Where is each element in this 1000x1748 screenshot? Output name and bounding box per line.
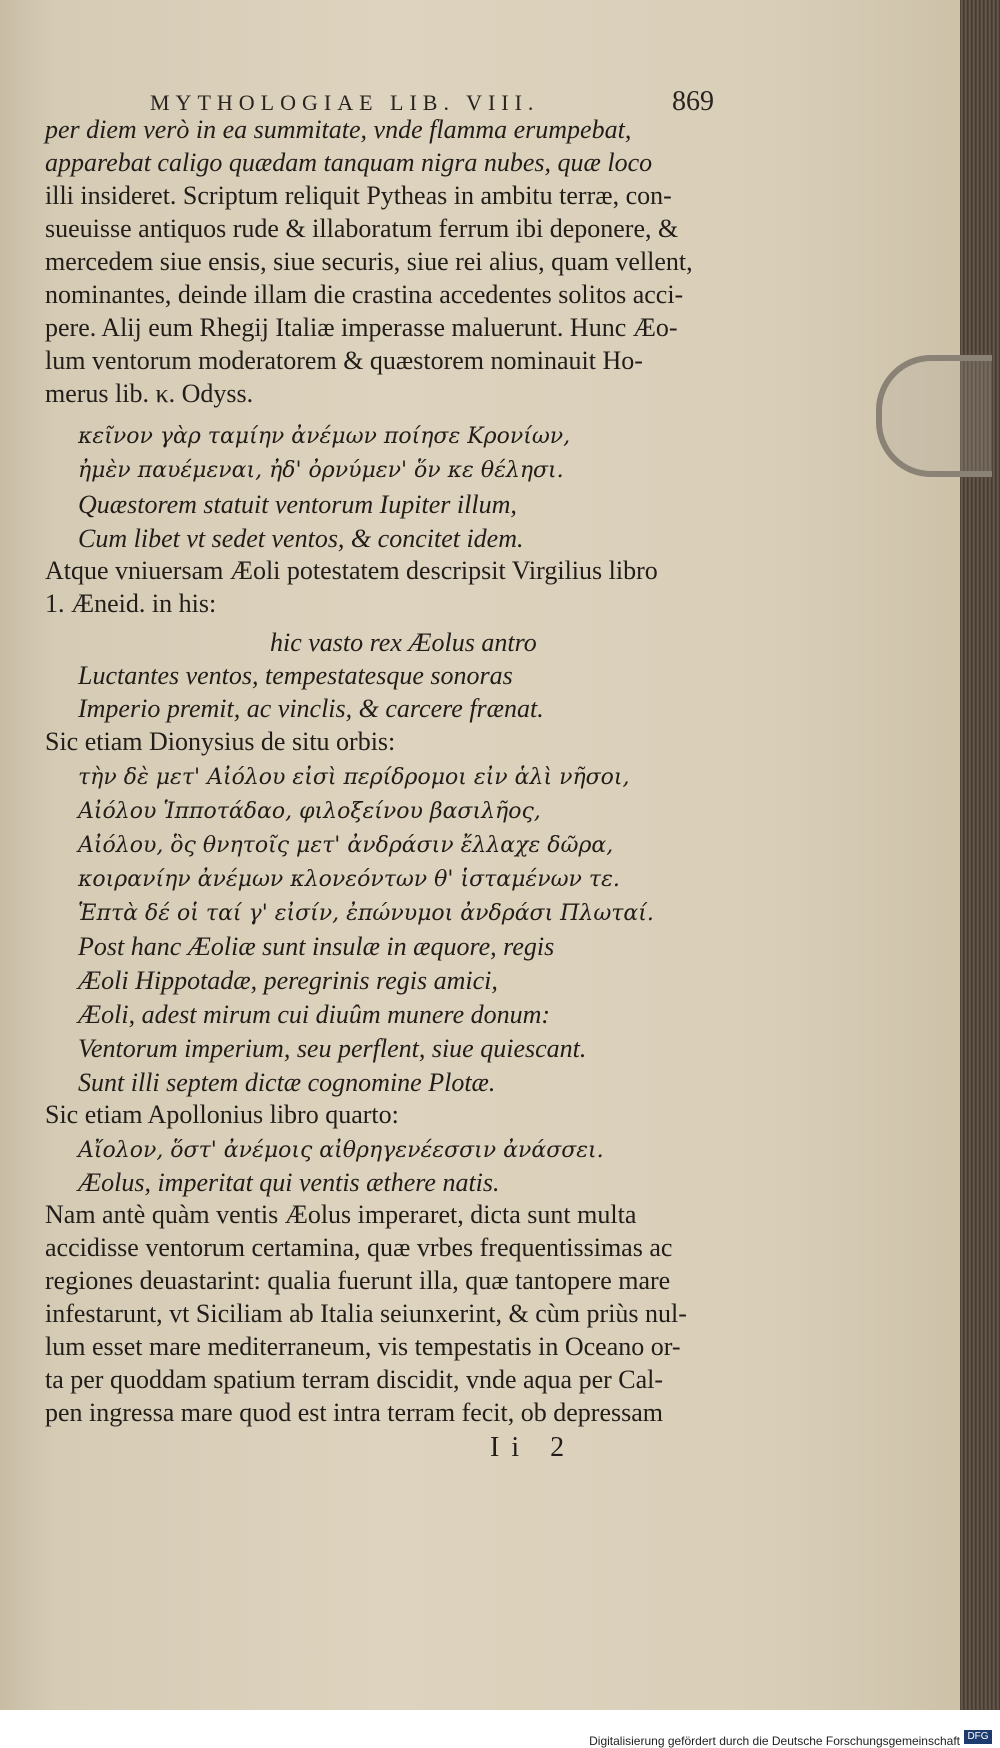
text-line: Æolus, imperitat qui ventis æthere natis. — [78, 1168, 500, 1197]
text-line: κεῖνον γὰρ ταμίην ἀνέμων ποίησε Κρονίων, — [78, 424, 571, 449]
text-line: mercedem siue ensis, siue securis, siue rei alius, quam vellent, — [45, 247, 693, 276]
text-line: Æoli, adest mirum cui diuûm munere donum: — [78, 1000, 551, 1029]
text-line: per diem verò in ea summitate, vnde flamma erumpebat, — [45, 115, 632, 144]
running-head: MYTHOLOGIAE LIB. VIII. — [150, 90, 540, 115]
text-line: apparebat caligo quædam tanquam nigra nubes, quæ loco — [45, 148, 653, 177]
text-line: Αἰόλου, ὃς θνητοῖς μετ' ἀνδράσιν ἔλλαχε δῶρα, — [78, 833, 614, 858]
text-line: sueuisse antiquos rude & illaboratum ferrum ibi deponere, & — [45, 214, 679, 243]
digitization-credit: Digitalisierung gefördert durch die Deutsche Forschungsgemeinschaft — [589, 1734, 960, 1748]
text-line: ta per quoddam spatium terram discidit, vnde aqua per Cal- — [45, 1365, 664, 1394]
text-line: Atque vniuersam Æoli potestatem descripsit Virgilius libro — [45, 556, 658, 585]
text-line: Cum libet vt sedet ventos, & concitet idem. — [78, 524, 524, 553]
text-line: pere. Alij eum Rhegij Italiæ imperasse maluerunt. Hunc Æo- — [45, 313, 678, 342]
text-line: Quæstorem statuit ventorum Iupiter illum, — [78, 490, 517, 519]
text-line: Ἑπτὰ δέ οἱ ταί γ' εἰσίν, ἐπώνυμοι ἀνδράσι Πλωταί. — [78, 901, 654, 926]
text-line: Luctantes ventos, tempestatesque sonoras — [78, 661, 513, 690]
page-clip — [876, 355, 992, 477]
text-line: illi insideret. Scriptum reliquit Pytheas in ambitu terræ, con- — [45, 181, 672, 210]
text-line: Sic etiam Dionysius de situ orbis: — [45, 727, 396, 756]
text-line: τὴν δὲ μετ' Αἰόλου εἰσὶ περίδρομοι εἰν ἁλὶ νῆσοι, — [78, 765, 630, 790]
text-line: Sunt illi septem dictæ cognomine Plotæ. — [78, 1068, 496, 1097]
text-line: Sic etiam Apollonius libro quarto: — [45, 1100, 399, 1129]
text-line: infestarunt, vt Siciliam ab Italia seiunxerint, & cùm priùs nul- — [45, 1299, 687, 1328]
text-line: accidisse ventorum certamina, quæ vrbes frequentissimas ac — [45, 1233, 673, 1262]
text-line: κοιρανίην ἀνέμων κλονεόντων θ' ἱσταμένων τε. — [78, 867, 620, 892]
signature-mark: Ii 2 — [490, 1432, 577, 1463]
text-line: Nam antè quàm ventis Æolus imperaret, dicta sunt multa — [45, 1200, 637, 1229]
page-number: 869 — [672, 86, 714, 117]
text-line: lum ventorum moderatorem & quæstorem nominauit Ho- — [45, 346, 643, 375]
text-line: merus lib. κ. Odyss. — [45, 379, 254, 408]
text-line: ἠμὲν παυέμεναι, ἠδ' ὀρνύμεν' ὅν κε θέλησι. — [78, 458, 564, 483]
text-line: pen ingressa mare quod est intra terram fecit, ob depressam — [45, 1398, 663, 1427]
text-line: regiones deuastarint: qualia fuerunt illa, quæ tantopere mare — [45, 1266, 671, 1295]
page-edge — [960, 0, 1000, 1710]
text-line: nominantes, deinde illam die crastina accedentes solitos acci- — [45, 280, 684, 309]
text-line: Post hanc Æoliæ sunt insulæ in æquore, regis — [78, 932, 555, 961]
text-line: Αἴολον, ὅστ' ἀνέμοις αἰθρηγενέεσσιν ἀνάσσει. — [78, 1138, 604, 1163]
text-line: Imperio premit, ac vinclis, & carcere frænat. — [78, 694, 544, 723]
dfg-logo-icon: DFG — [964, 1730, 992, 1744]
text-line: lum esset mare mediterraneum, vis tempestatis in Oceano or- — [45, 1332, 681, 1361]
text-line: hic vasto rex Æolus antro — [270, 628, 537, 657]
text-line: Αἰόλου Ἱπποτάδαο, φιλοξείνου βασιλῆος, — [78, 799, 541, 824]
text-line: Æoli Hippotadæ, peregrinis regis amici, — [78, 966, 498, 995]
text-line: Ventorum imperium, seu perflent, siue quiescant. — [78, 1034, 587, 1063]
text-line: 1. Æneid. in his: — [45, 589, 217, 618]
